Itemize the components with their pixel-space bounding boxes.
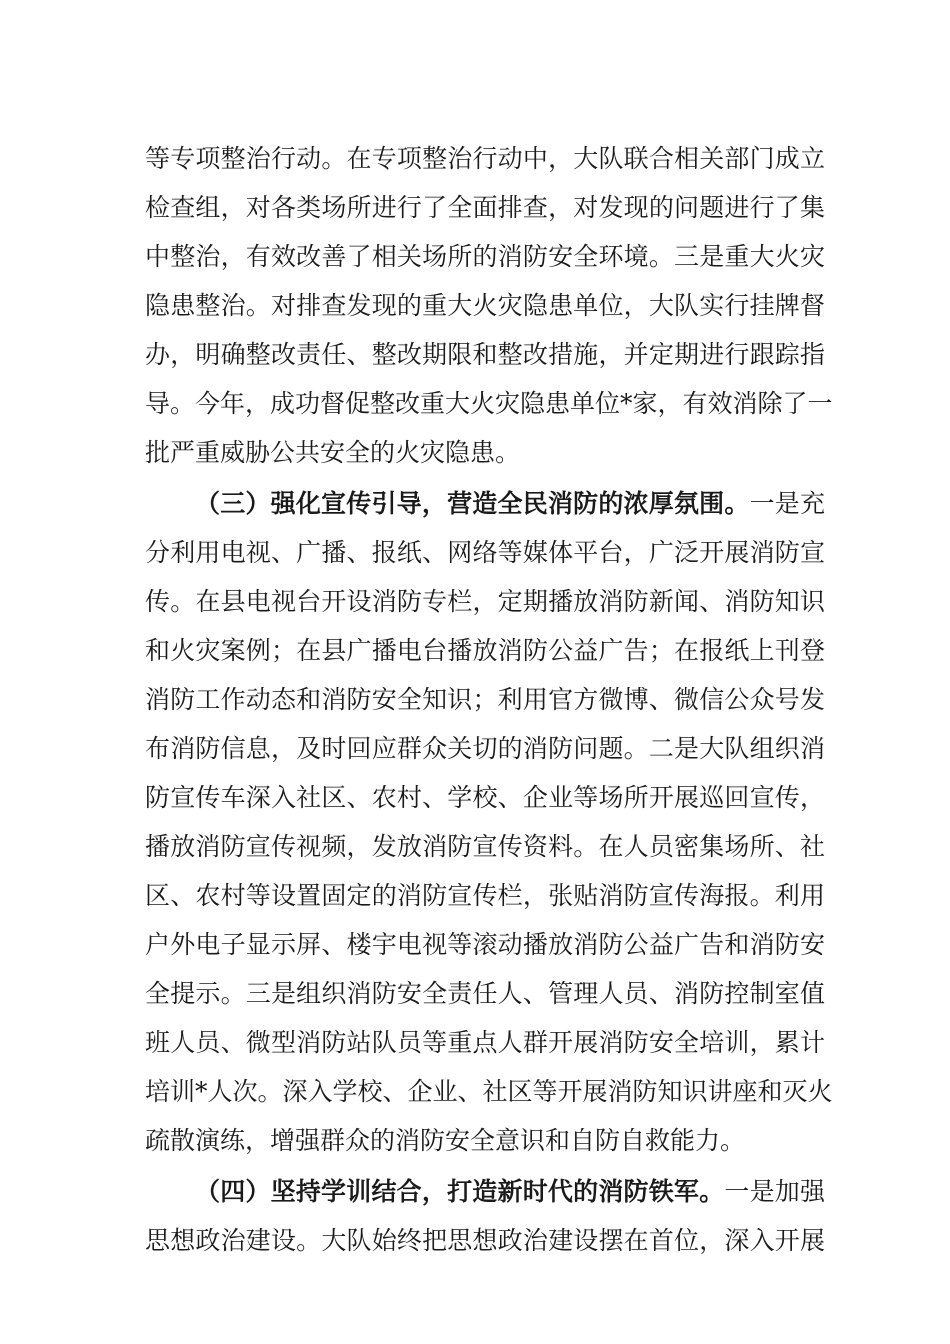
paragraph-line: 班人员、微型消防站队员等重点人群开展消防安全培训，累计 (145, 1028, 825, 1057)
paragraph-line: 批严重威胁公共安全的火灾隐患。 (145, 438, 521, 467)
paragraph-line: 思想政治建设。大队始终把思想政治建设摆在首位，深入开展 (145, 1226, 825, 1255)
paragraph-line: 播放消防宣传视频，发放消防宣传资料。在人员密集场所、社 (145, 832, 825, 861)
paragraph-line: 布消防信息，及时回应群众关切的消防问题。二是大队组织消 (145, 734, 825, 763)
paragraph-text: 一是加强 (724, 1177, 825, 1206)
paragraph-line: 隐患整治。对排查发现的重大火灾隐患单位，大队实行挂牌督 (145, 291, 825, 320)
paragraph-line: 传。在县电视台开设消防专栏，定期播放消防新闻、消防知识 (145, 587, 825, 616)
paragraph-line: 全提示。三是组织消防安全责任人、管理人员、消防控制室值 (145, 979, 825, 1008)
paragraph-line: 等专项整治行动。在专项整治行动中，大队联合相关部门成立 (145, 144, 825, 173)
paragraph-line: 分利用电视、广播、报纸、网络等媒体平台，广泛开展消防宣 (145, 538, 825, 567)
paragraph-line: 办，明确整改责任、整改期限和整改措施，并定期进行跟踪指 (145, 340, 825, 369)
paragraph-line: 培训*人次。深入学校、企业、社区等开展消防知识讲座和灭火 (145, 1077, 833, 1106)
paragraph-first-line (195, 477, 825, 531)
paragraph-line: 消防工作动态和消防安全知识；利用官方微博、微信公众号发 (145, 685, 825, 714)
paragraph-line: 户外电子显示屏、楼宇电视等滚动播放消防公益广告和消防安 (145, 930, 825, 959)
paragraph-line: 和火灾案例；在县广播电台播放消防公益广告；在报纸上刊登 (145, 636, 825, 665)
paragraph-text: 一是充 (749, 489, 825, 518)
paragraph-line: 疏散演练，增强群众的消防安全意识和自防自救能力。 (145, 1126, 746, 1155)
section-heading: （四）坚持学训结合，打造新时代的消防铁军。 (195, 1177, 725, 1206)
paragraph-first-line (195, 1165, 825, 1219)
section-heading: （三）强化宣传引导，营造全民消防的浓厚氛围。 (195, 489, 750, 518)
paragraph-line: 中整治，有效改善了相关场所的消防安全环境。三是重大火灾 (145, 242, 825, 271)
paragraph-line: 检查组，对各类场所进行了全面排查，对发现的问题进行了集 (145, 193, 825, 222)
paragraph-line: 导。今年，成功督促整改重大火灾隐患单位*家，有效消除了一 (145, 389, 833, 418)
paragraph-line: 区、农村等设置固定的消防宣传栏，张贴消防宣传海报。利用 (145, 881, 825, 910)
paragraph-line: 防宣传车深入社区、农村、学校、企业等场所开展巡回宣传， (145, 783, 825, 812)
